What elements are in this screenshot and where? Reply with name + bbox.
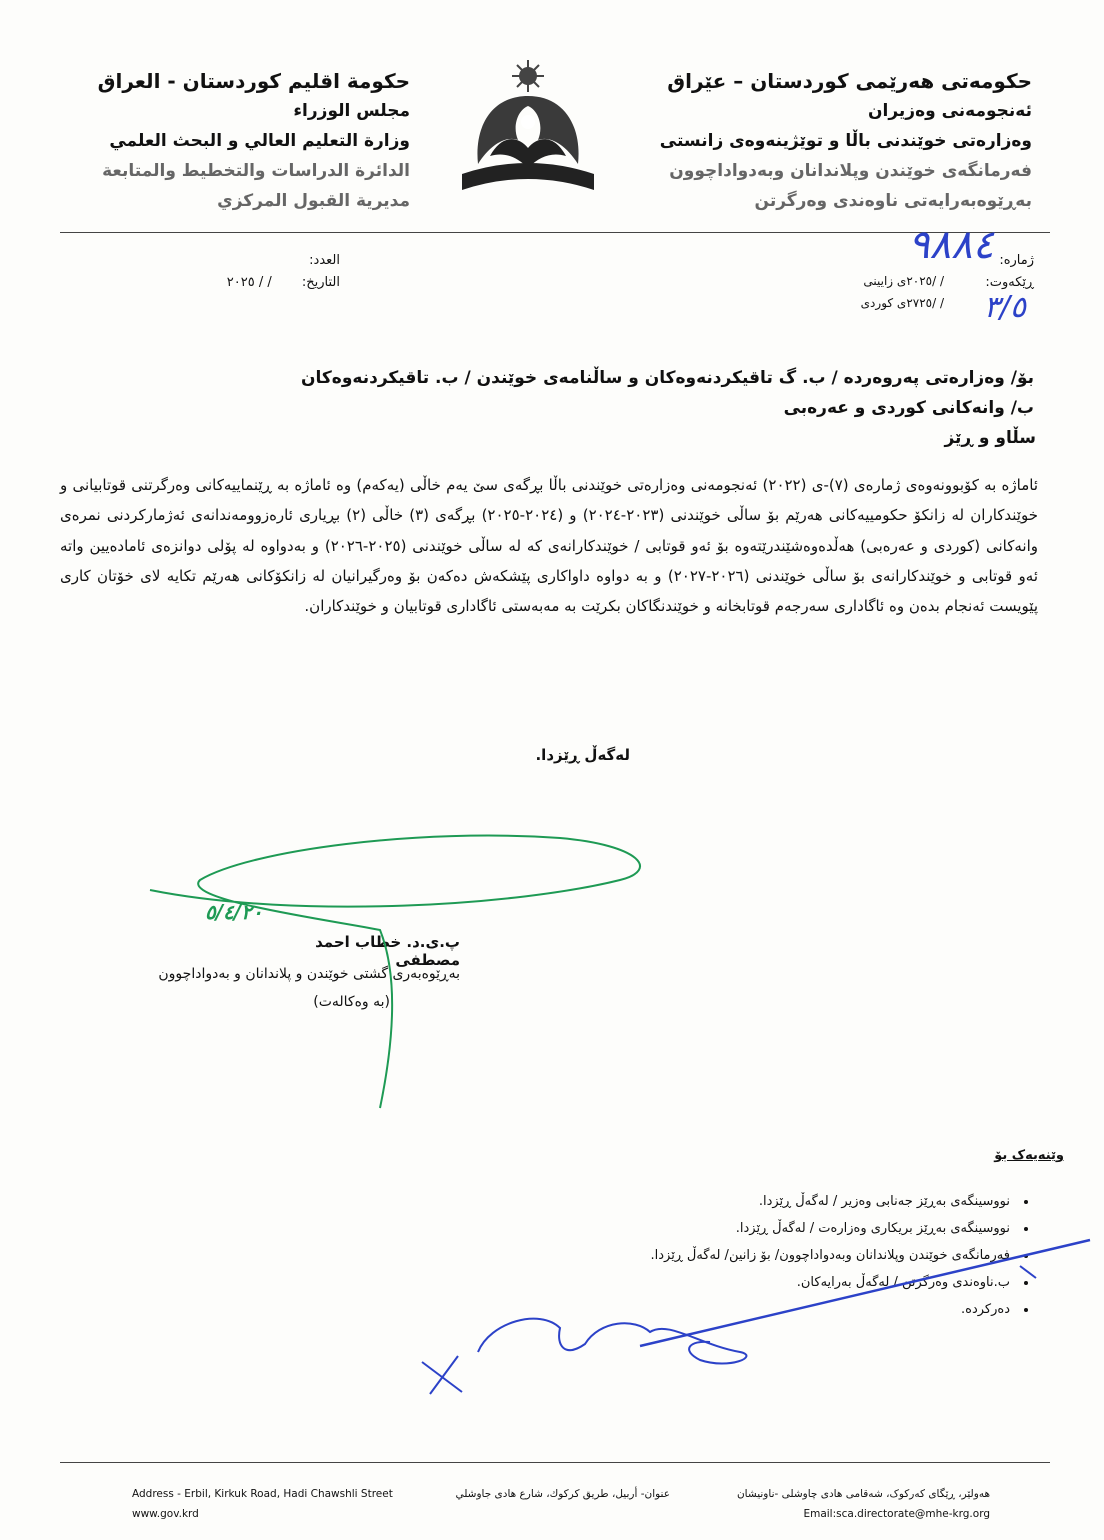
handwritten-date: ٣/٥: [983, 290, 1026, 325]
subject-line-2: ب/ وانەکانی کوردی و عەرەبی: [783, 398, 1034, 418]
green-signature-stroke: [150, 836, 640, 1108]
department-name-kurdish: فەرمانگەی خوێندن وپلاندانان وبەدواداچوون: [669, 161, 1032, 181]
signature-hand-date: ٥/٤/٢٠: [205, 900, 263, 924]
gov-name-kurdish: حکومەتی هەرێمی کوردستان – عێراق: [667, 69, 1032, 93]
signatory-position: بەڕێوەبەری گشتی خوێندن و پلاندانان و بەدواداچوون: [158, 966, 460, 982]
blue-strike-stroke: [640, 1240, 1090, 1346]
gov-name-arabic: حكومة اقليم كوردستان - العراق: [97, 69, 410, 93]
number-label: ژمارە:: [999, 253, 1034, 268]
cc-title: وێنەیەک بۆ: [994, 1148, 1064, 1163]
signatory-agency: (بە وەکالەت): [313, 994, 390, 1010]
arabic-date-label: التاريخ:: [301, 275, 340, 290]
regards: لەگەڵ ڕێزدا.: [535, 746, 630, 764]
arabic-date-value: / / ٢٠٢٥: [226, 275, 272, 290]
subject-line-1: بۆ/ وەزارەتی پەروەردە / ب. گ تاقیکردنەوەکان و ساڵنامەی خوێندن / ب. تاقیکردنەوەکان: [301, 368, 1034, 388]
greeting: سڵاو و ڕێز: [944, 428, 1036, 448]
arabic-number-label: العدد:: [309, 253, 340, 268]
footer-address-english: Address - Erbil, Kirkuk Road, Hadi Chawshli Street: [132, 1488, 393, 1500]
blue-x-mark: [422, 1356, 462, 1394]
ministry-name-arabic: وزارة التعليم العالي و البحث العلمي: [109, 131, 410, 151]
directorate-name-kurdish: بەڕێوەبەرایەتی ناوەندی وەرگرتن: [754, 191, 1032, 211]
ministry-name-kurdish: وەزارەتی خوێندنی باڵا و توێژینەوەی زانستی: [659, 131, 1032, 151]
footer-email: Email:sca.directorate@mhe-krg.org: [803, 1508, 990, 1520]
footer-address-kurdish: هەولێر، ڕێگای کەرکوک، شەقامی هادی چاوشلی -ناونیشان: [736, 1488, 990, 1500]
signatory-name: پ.ی.د. خطاب احمد مصطفى: [315, 933, 460, 969]
footer-website: www.gov.krd: [132, 1508, 199, 1520]
department-name-arabic: الدائرة الدراسات والتخطيط والمتابعة: [102, 161, 410, 181]
body-paragraph: ئاماژە بە کۆبوونەوەی ژمارەی (٧)-ی (٢٠٢٢) ئەنجومەنی وەزارەتی خوێندنی باڵا بڕگەی سێ یەم خاڵی (یەکەم) وە ئاماژە بە ڕێنماییەکانی وەرگرتنی قوتابیانی و خوێندکاران لە زانکۆ حکومییەکانی هەرێم بۆ ساڵی خوێندنی (٢٠٢٣-٢٠٢٤) و (٢٠٢٤-٢٠٢٥) بڕگەی (٣) خاڵی (٢) بڕیاری ئارەزوومەندانەی ئەژمارکردنی نمرەی وانەکانی (کوردی و عەرەبی) هەڵدەوەشێندرێتەوە بۆ ئەو قوتابی / خوێندکارانەی کە لە ساڵی خوێندنی (٢٠٢٥-٢٠٢٦) و بەدواوە لە پۆلی دوانزەی ئامادەیین واتە ئەو قوتابی و خوێندکارانەی بۆ ساڵی خوێندنی (٢٠٢٦-٢٠٢٧) و بە دواوە داواکاری پێشکەش دەکەن بۆ وەرگیرانیان لە زانکۆکانی هەرێم تکایە لای خۆتان کاری پێویست ئەنجام بدەن وە ئاگاداری سەرجەم قوتابخانە و خوێندنگاکان بکرێت بە مەبەستی ئاگاداری قوتابیان و خوێندکاران.: [60, 476, 1039, 616]
date-gregorian: / /٢٠٢٥ی زایینی: [863, 274, 944, 288]
cc-item: • ب.ناوەندی وەرگرتن / لەگەڵ بەرایەکان.: [454, 1269, 1014, 1296]
footer-address-arabic: عنوان- أربيل، طريق كركوك، شارع هادى جاوشلي: [455, 1488, 670, 1500]
blue-initials-stroke: [478, 1319, 746, 1364]
date-label: ڕێکەوت:: [985, 275, 1034, 290]
cc-item: • نووسینگەی بەڕێز بریکاری وەزارەت / لەگەڵ ڕێزدا.: [454, 1215, 1014, 1242]
council-name-kurdish: ئەنجومەنی وەزیران: [867, 101, 1032, 121]
cc-item: • فەرمانگەی خوێندن وپلاندانان وبەدواداچوون/ بۆ زانین/ لەگەڵ ڕێزدا.: [454, 1242, 1014, 1269]
cc-item: • دەرکردە.: [454, 1296, 1014, 1323]
date-kurdish: / /٢٧٢٥ی کوردی: [860, 296, 944, 310]
handwritten-number: ٩٨٨٤: [908, 222, 994, 268]
directorate-name-arabic: مديرية القبول المركزي: [217, 191, 410, 211]
blue-check-mark: [1020, 1266, 1036, 1278]
cc-item: • نووسینگەی بەڕێز جەنابی وەزیر / لەگەڵ ڕێزدا.: [454, 1188, 1014, 1215]
council-name-arabic: مجلس الوزراء: [293, 101, 410, 121]
